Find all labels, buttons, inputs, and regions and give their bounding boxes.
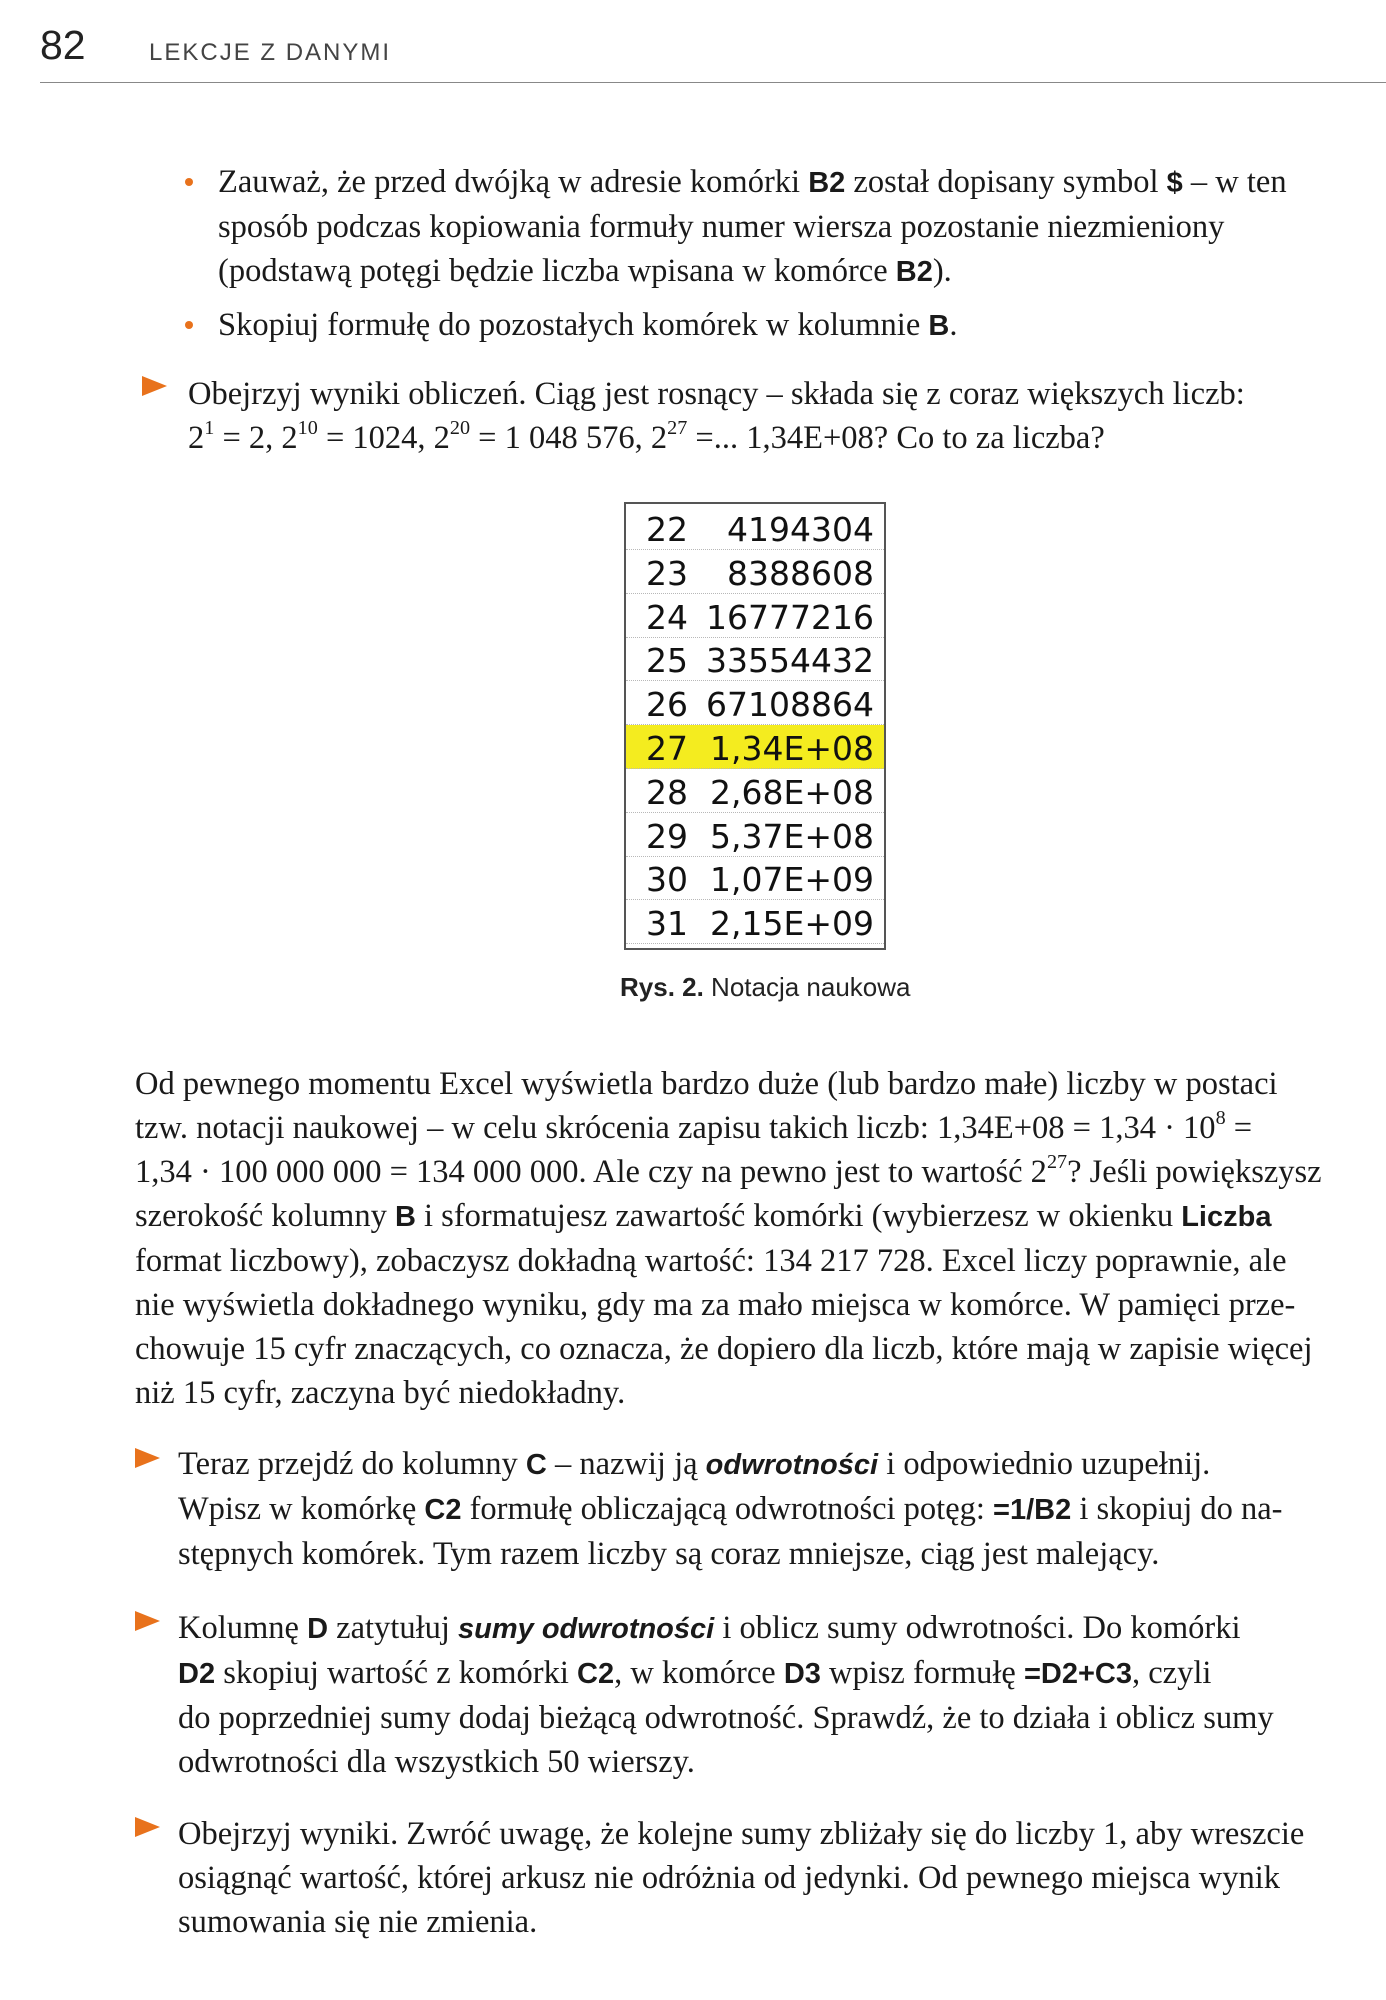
row-number-cell: 30	[646, 860, 688, 900]
highlighted-table-row	[626, 725, 884, 769]
triangle-bullet-icon	[135, 1611, 160, 1631]
bold-italic-term: odwrotności	[705, 1449, 879, 1481]
row-number-cell: 25	[646, 641, 688, 681]
text-line: Wpisz w komórkę C2 formułę obliczającą odwrotności potęg: =1/B2 i skopiuj do na-	[178, 1491, 1283, 1527]
value-cell: 1,34E+08	[710, 729, 874, 768]
page-header	[40, 20, 1386, 86]
table-row	[626, 594, 884, 638]
bold-term: =D2+C3	[1023, 1658, 1132, 1690]
running-title: LEKCJE Z DANYMI	[149, 39, 392, 66]
bold-term: B	[394, 1201, 416, 1233]
row-number-cell: 24	[646, 597, 688, 637]
bullet-text	[218, 303, 1368, 348]
text-line: chowuje 15 cyfr znaczących, co oznacza, że dopiero dla liczb, które mają w zapisie więcej	[135, 1331, 1313, 1367]
table-row	[626, 900, 884, 944]
bold-italic-term: sumy odwrotności	[458, 1613, 715, 1645]
table-row	[626, 637, 884, 681]
bullet-dot	[185, 321, 193, 329]
step-text	[178, 1606, 1368, 1784]
spreadsheet-figure	[624, 502, 886, 950]
step-text	[188, 372, 1368, 460]
row-number-cell: 23	[646, 553, 688, 593]
superscript: 27	[1046, 1150, 1068, 1173]
bold-term: C	[525, 1449, 547, 1481]
value-cell: 2,15E+09	[710, 904, 874, 944]
table-row	[626, 856, 884, 900]
text-line: (podstawą potęgi będzie liczba wpisana w komórce B2).	[218, 253, 952, 289]
bold-term: B2	[895, 256, 933, 288]
superscript: 27	[667, 416, 688, 439]
text-line: niż 15 cyfr, zaczyna być niedokładny.	[135, 1375, 626, 1411]
text-line: Od pewnego momentu Excel wyświetla bardzo duże (lub bardzo małe) liczby w postaci	[135, 1066, 1278, 1102]
text-line: sposób podczas kopiowania formuły numer wiersza pozostanie niezmieniony	[218, 209, 1225, 245]
value-cell: 8388608	[727, 553, 874, 593]
step-text	[178, 1442, 1368, 1576]
text-line: Zauważ, że przed dwójką w adresie komórki B2 został dopisany symbol $ – w ten	[218, 164, 1287, 200]
text-line: format liczbowy), zobaczysz dokładną wartość: 134 217 728. Excel liczy poprawnie, ale	[135, 1243, 1287, 1279]
row-number-cell: 28	[646, 772, 688, 812]
text-line: tzw. notacji naukowej – w celu skrócenia zapisu takich liczb: $1,34E+08 = 1,34 \cdot 10^8$ =	[135, 1106, 1253, 1146]
text-line: nie wyświetla dokładnego wyniku, gdy ma za mało miejsca w komórce. W pamięci prze-	[135, 1287, 1296, 1323]
text-line: odwrotności dla wszystkich 50 wierszy.	[178, 1744, 695, 1780]
bold-term: B	[928, 310, 950, 342]
text-line: osiągnąć wartość, której arkusz nie odróżnia od jedynki. Od pewnego miejsca wynik	[178, 1860, 1280, 1896]
table-row	[626, 506, 884, 550]
superscript: 20	[449, 416, 471, 439]
value-cell: 67108864	[706, 685, 874, 725]
triangle-bullet-icon	[142, 376, 167, 396]
row-number-cell: 27	[646, 729, 688, 768]
row-number-cell: 22	[646, 510, 688, 549]
text-line: sumowania się nie zmienia.	[178, 1904, 538, 1940]
bold-term: D3	[783, 1658, 821, 1690]
bold-term: $	[1166, 167, 1183, 199]
body-paragraph	[135, 1062, 1375, 1415]
superscript: 1	[204, 416, 215, 439]
bold-term: Liczba	[1181, 1201, 1272, 1233]
bullet-dot	[185, 178, 193, 186]
text-line: D2 skopiuj wartość z komórki C2, w komórce D3 wpisz formułę =D2+C3, czyli	[178, 1655, 1212, 1691]
triangle-bullet-icon	[135, 1448, 160, 1468]
value-cell: 2,68E+08	[710, 772, 874, 812]
table-row	[626, 813, 884, 857]
bullet-text	[218, 160, 1368, 294]
value-cell: 4194304	[727, 510, 874, 549]
figure-caption	[620, 972, 911, 1003]
row-number-cell: 29	[646, 816, 688, 856]
text-line: stępnych komórek. Tym razem liczby są coraz mniejsze, ciąg jest malejący.	[178, 1536, 1160, 1572]
bold-term: D	[307, 1613, 329, 1645]
superscript: 10	[297, 416, 318, 439]
table-row	[626, 769, 884, 813]
figure-caption-label: Rys. 2.	[620, 972, 704, 1002]
bold-term: B2	[808, 167, 846, 199]
step-text	[178, 1812, 1368, 1944]
figure-caption-text: Notacja naukowa	[703, 972, 911, 1002]
superscript: 8	[1215, 1106, 1226, 1129]
bold-term: =1/B2	[993, 1494, 1072, 1526]
bold-term: D2	[178, 1658, 216, 1690]
text-line: Obejrzyj wyniki obliczeń. Ciąg jest rosnący – składa się z coraz większych liczb:	[188, 376, 1245, 412]
text-line: do poprzedniej sumy dodaj bieżącą odwrotność. Sprawdź, że to działa i oblicz sumy	[178, 1700, 1274, 1736]
header-rule	[40, 82, 1386, 83]
text-line: 1,34 · 100 000 000 = 134 000 000. Ale czy na pewno jest to wartość $2^{27}$? Jeśli powiększysz	[135, 1150, 1322, 1190]
text-line: $2^1 = 2$, $2^{10} = 1024$, $2^{20} = 1$ 048 576, $2^{27}$ =... 1,34E+08? Co to za liczba?	[188, 416, 1105, 456]
text-line: Skopiuj formułę do pozostałych komórek w kolumnie B.	[218, 307, 958, 343]
text-line: Kolumnę D zatytułuj sumy odwrotności i oblicz sumy odwrotności. Do komórki	[178, 1610, 1241, 1646]
text-line: Teraz przejdź do kolumny C – nazwij ją odwrotności i odpowiednio uzupełnij.	[178, 1446, 1211, 1482]
page-number: 82	[40, 22, 86, 68]
value-cell: 5,37E+08	[710, 816, 874, 856]
bold-term: C2	[577, 1658, 615, 1690]
text-line: Obejrzyj wyniki. Zwróć uwagę, że kolejne sumy zbliżały się do liczby 1, aby wreszcie	[178, 1816, 1305, 1852]
triangle-bullet-icon	[135, 1817, 160, 1837]
row-number-cell: 26	[646, 685, 688, 725]
bold-term: C2	[424, 1494, 462, 1526]
value-cell: 1,07E+09	[710, 860, 874, 900]
table-row	[626, 681, 884, 725]
value-cell: 16777216	[706, 597, 874, 637]
value-cell: 33554432	[706, 641, 874, 681]
table-row	[626, 550, 884, 594]
text-line: szerokość kolumny B i sformatujesz zawartość komórki (wybierzesz w okienku Liczba	[135, 1198, 1272, 1234]
row-number-cell: 31	[646, 904, 688, 944]
